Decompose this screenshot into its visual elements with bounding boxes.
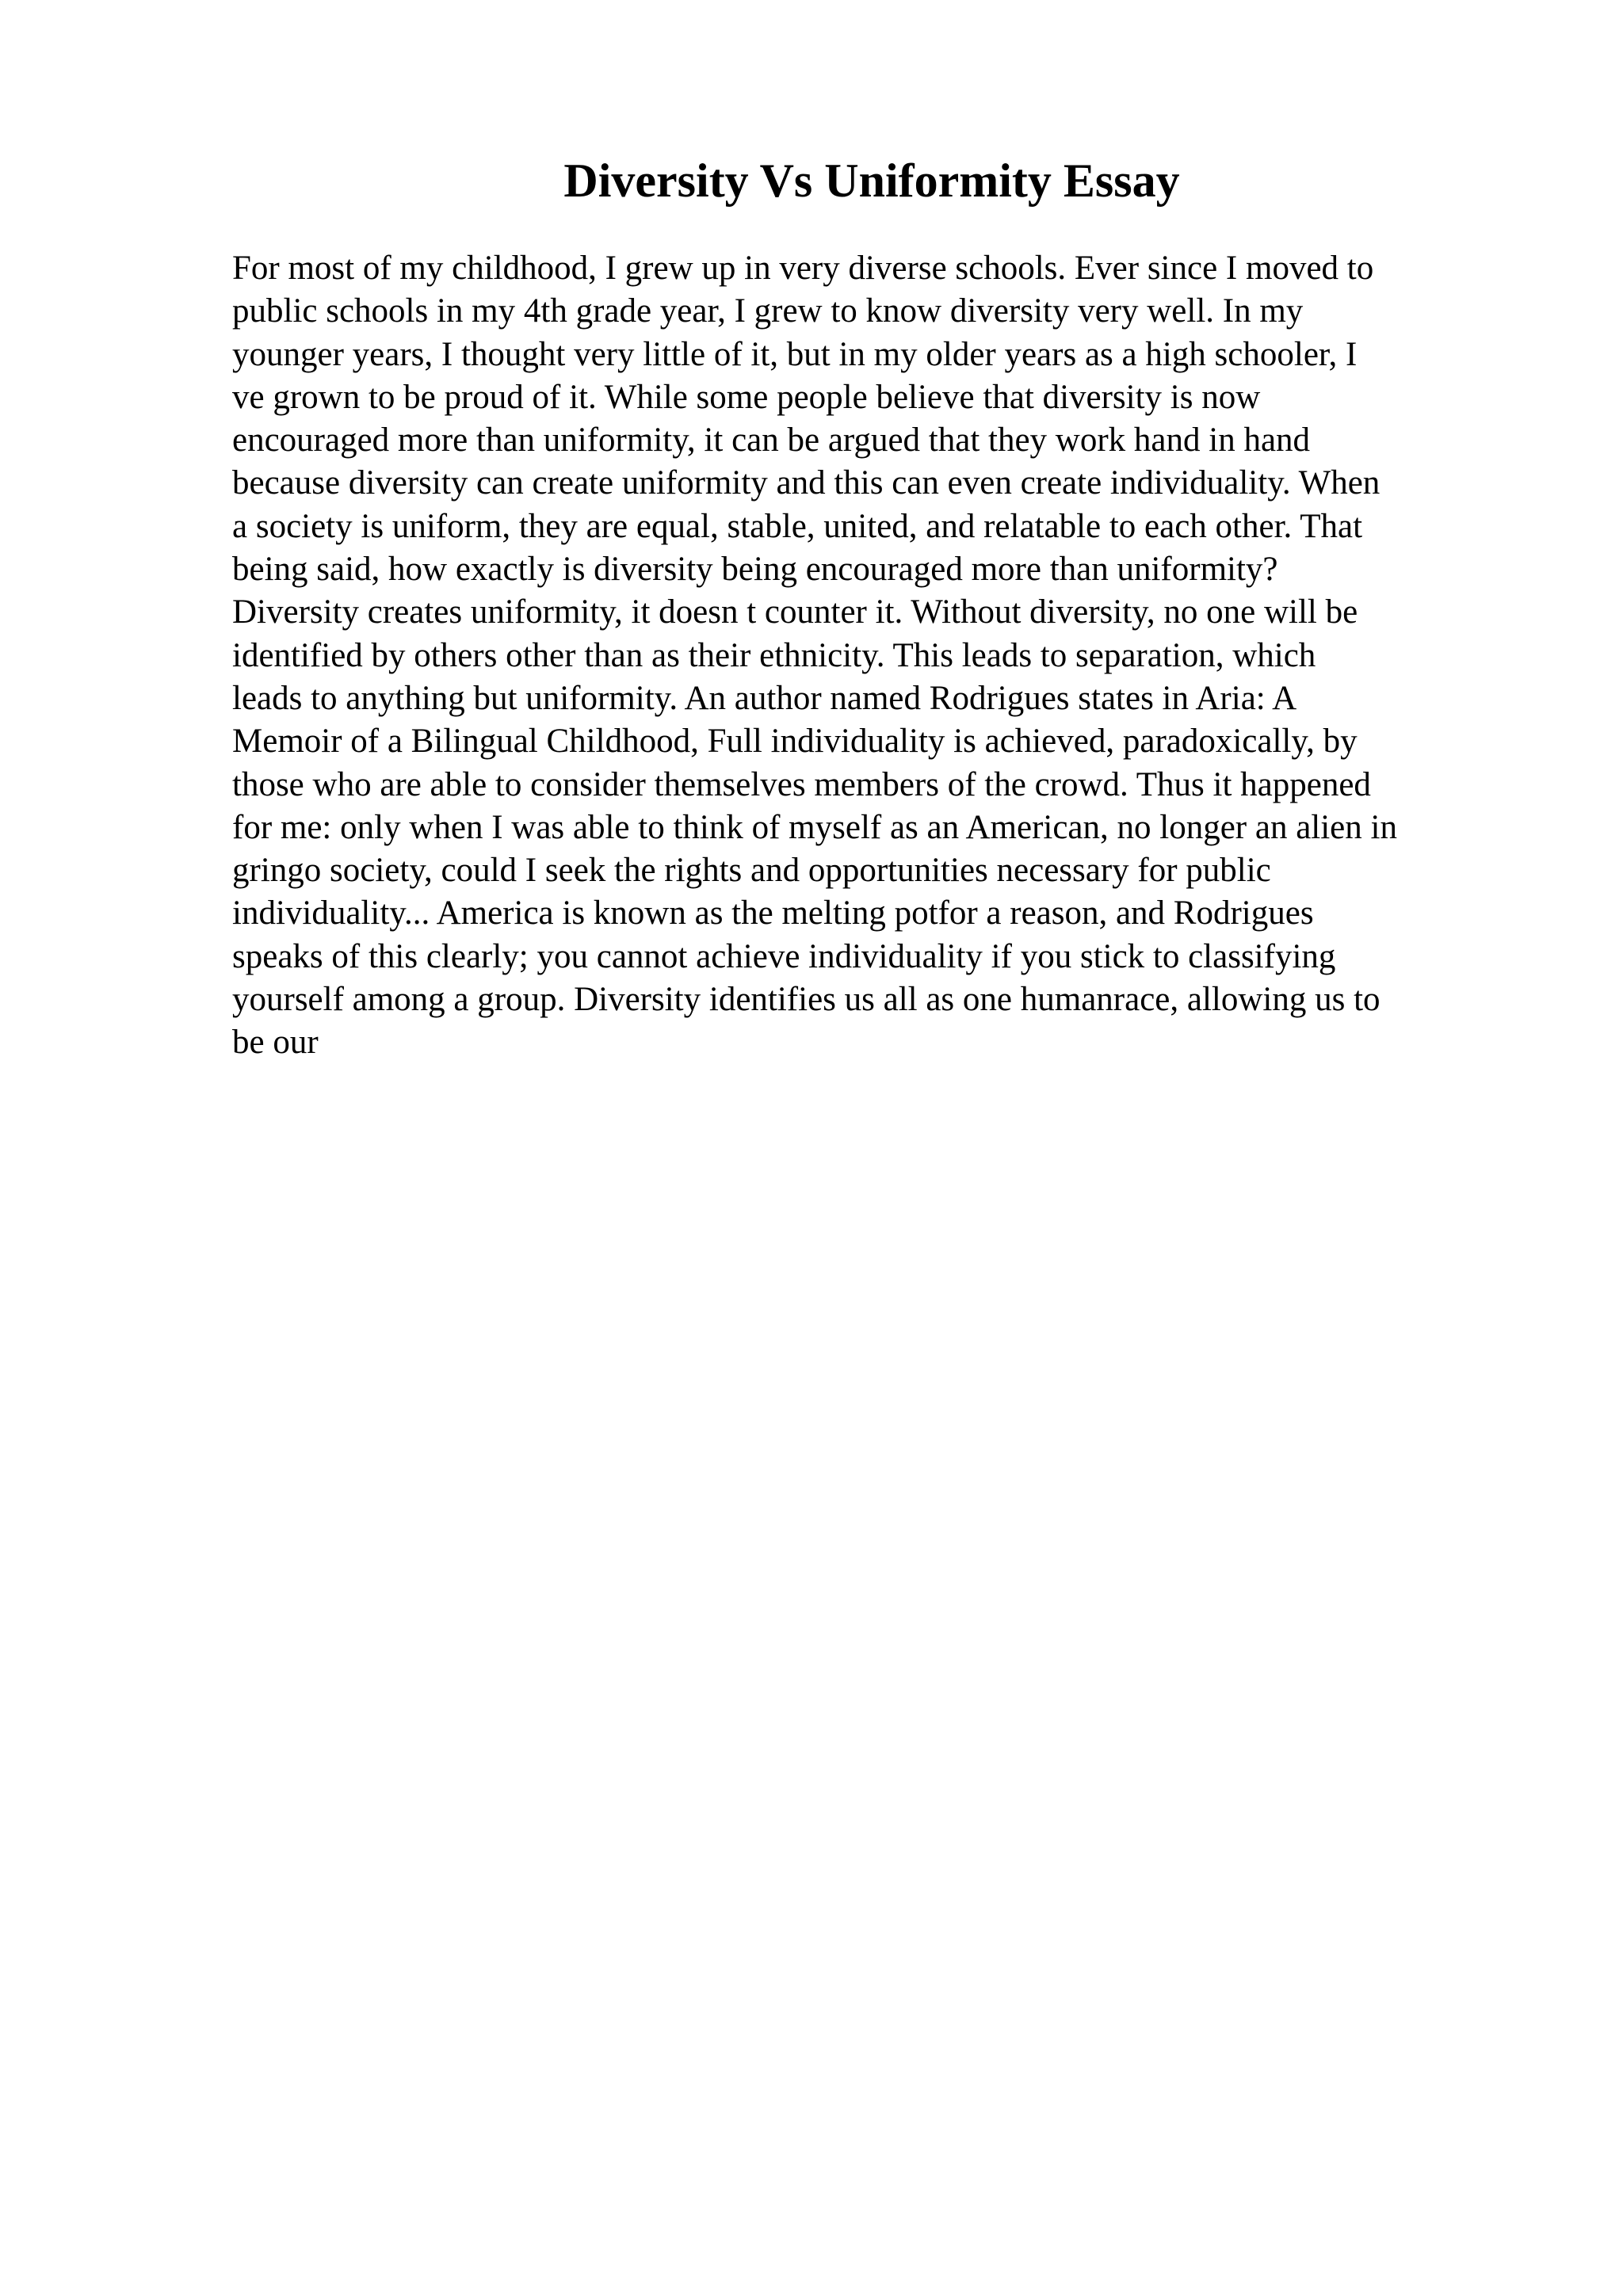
essay-line: ve grown to be proud of it. While some people believe that diversity is now <box>232 378 1261 416</box>
essay-line: be our <box>232 1024 319 1062</box>
essay-line: those who are able to consider themselves members of the crowd. Thus it happened <box>232 765 1371 803</box>
essay-line: being said, how exactly is diversity being encouraged more than uniformity? <box>232 551 1278 589</box>
essay-line: public schools in my 4th grade year, I grew to know diversity very well. In my <box>232 292 1304 330</box>
essay-line: speaks of this clearly; you cannot achieve individuality if you stick to classifying <box>232 937 1336 975</box>
essay-line: For most of my childhood, I grew up in very diverse schools. Ever since I moved to <box>232 250 1374 287</box>
essay-line: identified by others other than as their ethnicity. This leads to separation, which <box>232 636 1316 674</box>
essay-line: because diversity can create uniformity and this can even create individuality. When <box>232 464 1381 502</box>
essay-line: for me: only when I was able to think of myself as an American, no longer an alien in <box>232 808 1397 846</box>
essay-line: individuality... America is known as the melting potfor a reason, and Rodrigues <box>232 894 1314 933</box>
essay-body <box>232 247 1516 1065</box>
essay-line: Memoir of a Bilingual Childhood, Full individuality is achieved, paradoxically, by <box>232 723 1358 761</box>
essay-line: leads to anything but uniformity. An author named Rodrigues states in Aria: A <box>232 679 1297 717</box>
essay-line: a society is uniform, they are equal, stable, united, and relatable to each other. That <box>232 507 1363 545</box>
essay-line: younger years, I thought very little of it, but in my older years as a high schooler, I <box>232 335 1358 373</box>
essay-line: Diversity creates uniformity, it doesn t counter it. Without diversity, no one will be <box>232 593 1358 631</box>
essay-line: encouraged more than uniformity, it can be argued that they work hand in hand <box>232 421 1311 460</box>
essay-line: gringo society, could I seek the rights and opportunities necessary for public <box>232 852 1271 890</box>
essay-title: Diversity Vs Uniformity Essay <box>563 154 1180 207</box>
essay-line: yourself among a group. Diversity identifies us all as one humanrace, allowing us to <box>232 981 1381 1019</box>
